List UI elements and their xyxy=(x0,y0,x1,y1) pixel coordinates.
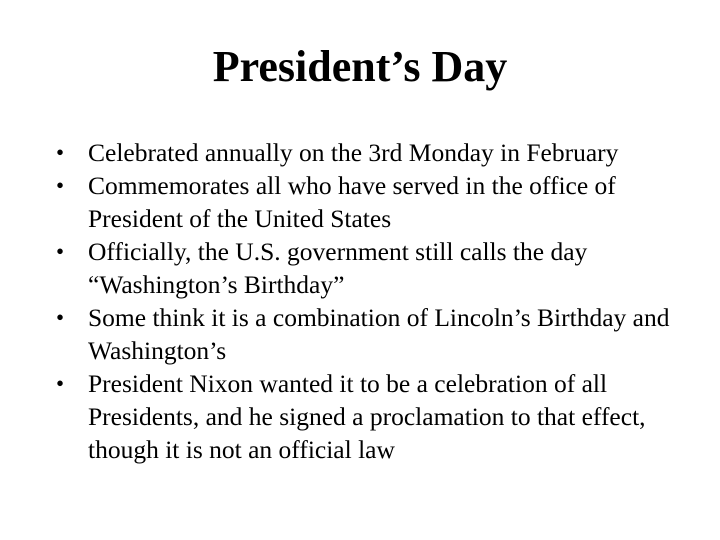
bullet-icon: • xyxy=(56,239,65,264)
bullet-item xyxy=(56,169,686,235)
bullet-item xyxy=(56,235,686,301)
bullet-icon: • xyxy=(56,305,65,330)
bullet-text: President Nixon wanted it to be a celebration of all Presidents, and he signed a proclamation to that effect, though it is not an official law xyxy=(88,369,646,464)
bullet-icon: • xyxy=(56,140,65,165)
bullet-icon: • xyxy=(56,371,65,396)
bullet-text: Some think it is a combination of Lincoln’s Birthday and Washington’s xyxy=(88,303,670,365)
bullet-item xyxy=(56,136,686,169)
slide-title: President’s Day xyxy=(212,42,508,91)
bullet-text: Officially, the U.S. government still calls the day “Washington’s Birthday” xyxy=(88,237,588,299)
bullet-text: Commemorates all who have served in the office of President of the United States xyxy=(88,171,616,233)
bullet-item xyxy=(56,301,686,367)
bullet-list xyxy=(56,136,686,466)
bullet-text: Celebrated annually on the 3rd Monday in February xyxy=(88,138,619,167)
bullet-item xyxy=(56,367,686,466)
bullet-icon: • xyxy=(56,173,65,198)
